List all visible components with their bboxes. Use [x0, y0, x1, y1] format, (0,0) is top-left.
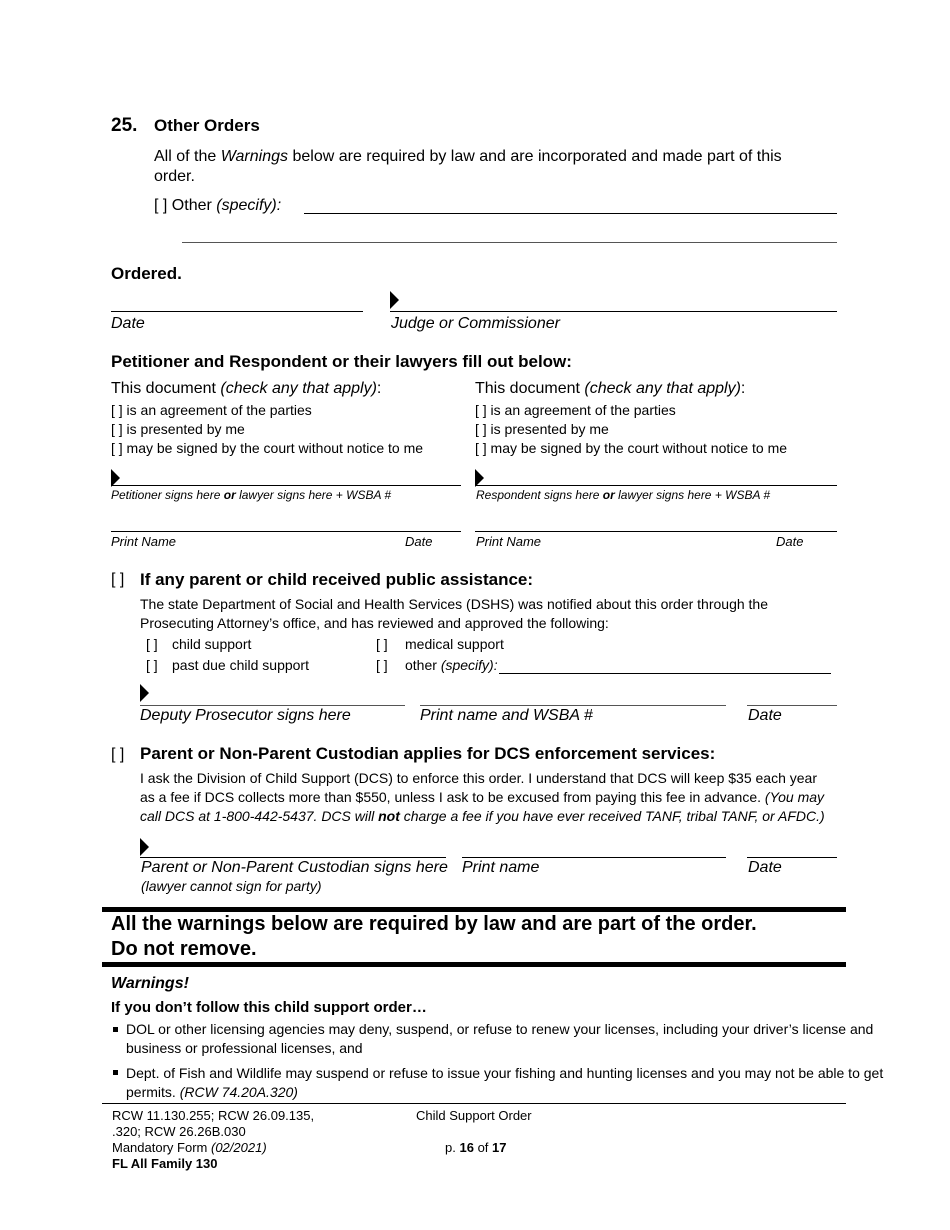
footer-doc-title: Child Support Order	[416, 1108, 532, 1123]
deputy-signature-line[interactable]	[140, 705, 405, 706]
respondent-signature-line[interactable]	[475, 485, 837, 486]
assistance-text: The state Department of Social and Health Services (DSHS) was notified about this order through the	[140, 596, 768, 612]
footer-rule	[102, 1103, 846, 1104]
petitioner-print-name-label: Print Name	[111, 534, 177, 549]
dcs-text-note: call DCS at 1-800-442-5437. DCS will not charge a fee if you have ever received TANF, tribal TANF, or AFDC.)	[140, 808, 825, 824]
custodian-date-line[interactable]	[747, 857, 837, 858]
ordered-heading: Ordered.	[111, 264, 182, 283]
sign-here-arrow-icon	[140, 684, 149, 702]
bullet-icon	[113, 1027, 118, 1032]
respondent-date-label: Date	[776, 534, 804, 549]
petitioner-option-no-notice[interactable]: [ ] may be signed by the court without notice to me	[111, 440, 424, 456]
checkbox: [ ]	[376, 657, 388, 673]
respondent-option-no-notice[interactable]: [ ] may be signed by the court without notice to me	[475, 440, 788, 456]
parties-heading: Petitioner and Respondent or their lawyers fill out below:	[111, 352, 572, 371]
assistance-text-cont: Prosecuting Attorney’s office, and has reviewed and approved the following:	[140, 615, 609, 631]
footer-mandatory-form: Mandatory Form (02/2021)	[112, 1140, 267, 1155]
respondent-print-name-line[interactable]	[475, 531, 837, 532]
assistance-checkbox[interactable]: [ ]	[111, 571, 125, 588]
warnings-title: Warnings!	[111, 975, 189, 992]
deputy-print-name-label: Print name and WSBA #	[420, 707, 593, 724]
checkbox: [ ]	[146, 657, 158, 673]
other-specify-field-2[interactable]	[182, 242, 837, 243]
option-child-support[interactable]: [ ] child support	[146, 636, 252, 652]
section-title: Other Orders	[154, 116, 260, 135]
banner-bottom-rule	[102, 962, 846, 967]
dcs-text-cont: as a fee if DCS collects more than $550, unless I ask to be excused from paying this fee in advance. (You may	[140, 789, 825, 805]
respondent-signature-label: Respondent signs here or lawyer signs here + WSBA #	[476, 488, 771, 502]
dcs-text: I ask the Division of Child Support (DCS) to enforce this order. I understand that DCS will keep $35 each year	[140, 770, 818, 786]
bullet-icon	[113, 1070, 118, 1075]
custodian-signature-note: (lawyer cannot sign for party)	[141, 878, 322, 894]
petitioner-date-label: Date	[405, 534, 433, 549]
deputy-signature-label: Deputy Prosecutor signs here	[140, 707, 351, 724]
petitioner-signature-label: Petitioner signs here or lawyer signs here + WSBA #	[111, 488, 392, 502]
respondent-option-presented[interactable]: [ ] is presented by me	[475, 421, 609, 437]
custodian-signature-label: Parent or Non-Parent Custodian signs here	[141, 859, 448, 876]
section-number: 25.	[111, 115, 138, 136]
petitioner-print-name-line[interactable]	[111, 531, 461, 532]
warning-banner-line1: All the warnings below are required by law and are part of the order.	[111, 913, 757, 935]
section-intro: All of the Warnings below are required by law and are incorporated and made part of this	[154, 148, 782, 165]
warning-bullet-2: Dept. of Fish and Wildlife may suspend or refuse to issue your fishing and hunting licenses and you may not be able to get	[126, 1065, 884, 1081]
petitioner-signature-line[interactable]	[111, 485, 461, 486]
checkbox: [ ]	[146, 636, 158, 652]
deputy-date-line[interactable]	[747, 705, 837, 706]
footer-page-number: p. 16 of 17	[445, 1140, 507, 1155]
footer-rcw: RCW 11.130.255; RCW 26.09.135,	[112, 1108, 315, 1123]
respondent-option-agreement[interactable]: [ ] is an agreement of the parties	[475, 402, 676, 418]
date-label: Date	[111, 315, 145, 332]
warnings-subtitle: If you don’t follow this child support order…	[111, 999, 427, 1016]
footer-form-id: FL All Family 130	[112, 1156, 218, 1171]
custodian-print-name-label: Print name	[462, 859, 540, 876]
petitioner-option-agreement[interactable]: [ ] is an agreement of the parties	[111, 402, 312, 418]
deputy-print-name-line[interactable]	[420, 705, 726, 706]
petitioner-option-presented[interactable]: [ ] is presented by me	[111, 421, 245, 437]
sign-here-arrow-icon	[140, 838, 149, 856]
dcs-checkbox[interactable]: [ ]	[111, 746, 125, 763]
option-other[interactable]: [ ] other (specify):	[376, 657, 498, 673]
petitioner-doc-label: This document (check any that apply):	[111, 380, 382, 397]
other-specify-field[interactable]	[499, 673, 831, 674]
custodian-date-label: Date	[748, 859, 782, 876]
warning-bullet-2-cont: permits. (RCW 74.20A.320)	[126, 1084, 298, 1100]
other-orders-option[interactable]: [ ] Other (specify):	[154, 197, 282, 214]
other-specify-field[interactable]	[304, 213, 837, 214]
section-intro-cont: order.	[154, 168, 195, 185]
assistance-heading: If any parent or child received public assistance:	[140, 570, 534, 589]
option-medical-support[interactable]: [ ] medical support	[376, 636, 504, 652]
judge-signature-line[interactable]	[390, 311, 837, 312]
judge-label: Judge or Commissioner	[391, 315, 560, 332]
checkbox: [ ]	[376, 636, 388, 652]
footer-rcw-cont: .320; RCW 26.26B.030	[112, 1124, 246, 1139]
sign-here-arrow-icon	[390, 291, 399, 309]
respondent-print-name-label: Print Name	[476, 534, 542, 549]
dcs-heading: Parent or Non-Parent Custodian applies for DCS enforcement services:	[140, 744, 716, 763]
warning-bullet-1-cont: business or professional licenses, and	[126, 1040, 363, 1056]
custodian-print-name-line[interactable]	[462, 857, 726, 858]
checkbox: [ ]	[154, 197, 168, 214]
respondent-doc-label: This document (check any that apply):	[475, 380, 746, 397]
date-signature-line[interactable]	[111, 311, 363, 312]
warning-banner-line2: Do not remove.	[111, 938, 257, 960]
deputy-date-label: Date	[748, 707, 782, 724]
banner-top-rule	[102, 907, 846, 912]
option-past-due-support[interactable]: [ ] past due child support	[146, 657, 309, 673]
custodian-signature-line[interactable]	[140, 857, 446, 858]
warning-bullet-1: DOL or other licensing agencies may deny, suspend, or refuse to renew your licenses, including your driver’s license and	[126, 1021, 874, 1037]
